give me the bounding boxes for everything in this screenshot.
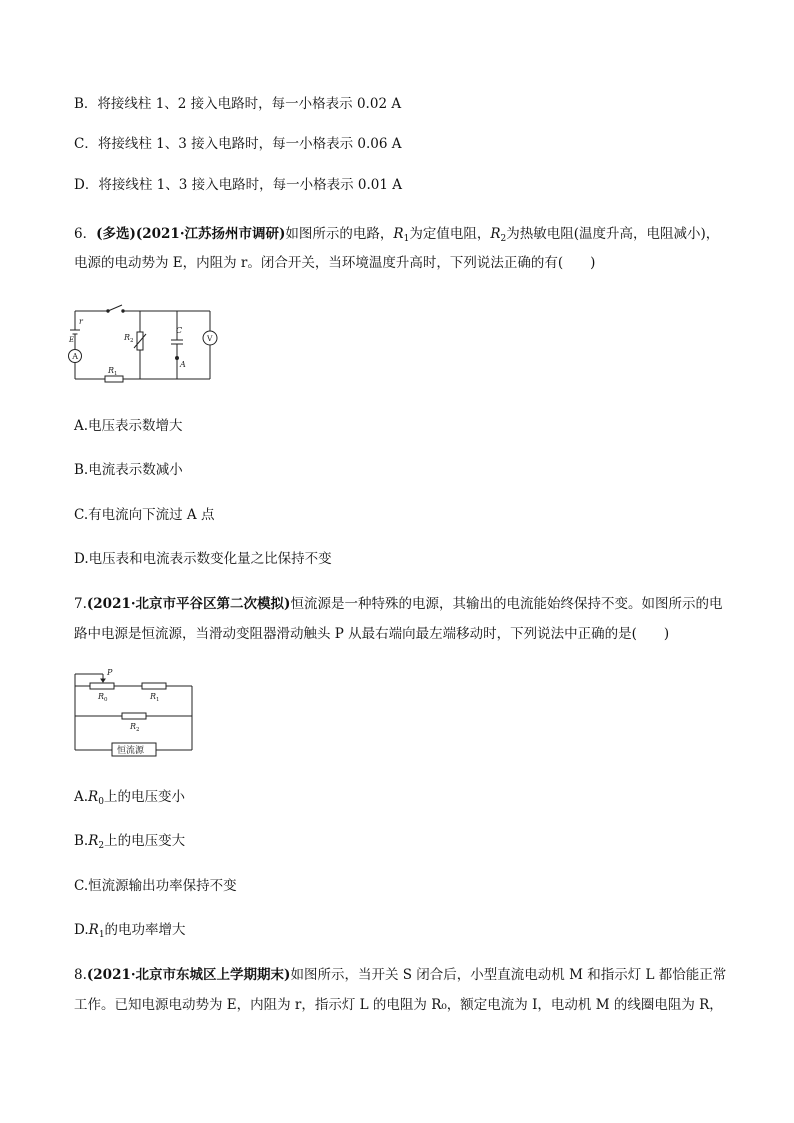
q7-stem-line1 [74,595,722,613]
q7-option-b [74,832,185,855]
q6-text-a: 如图所示的电路， [285,226,394,242]
q6-r1: R [393,226,404,242]
q6-fig-voltmeter-label: V [207,334,213,343]
q5-option-c: C．将接线柱 1、3 接入电路时，每一小格表示 0.06 A [74,136,402,152]
q8-text-a: 如图所示，当开关 S 闭合后，小型直流电动机 M 和指示灯 L 都恰能正常 [290,967,727,983]
q7-source-tag: (2021·北京市平谷区第二次模拟) [86,596,291,612]
q6-r2: R [490,226,501,242]
q7-fig-r1-label: $R_1$ [150,692,160,703]
q6-fig-r2-label: $R_2$ [124,333,134,344]
q6-stem-line1 [74,225,719,248]
q8-stem-line1 [74,966,726,984]
q6-source-tag: (多选)(2021·江苏扬州市调研) [96,226,286,242]
q7-a-sub: 0 [98,797,104,807]
q7-d-r: R [88,922,99,938]
q6-fig-r-label: r [79,317,83,326]
q8-number: 8. [74,967,87,983]
q7-stem-line2: 路中电源是恒流源，当滑动变阻器滑动触头 P 从最右端向最左端移动时，下列说法中正确的是( ) [74,626,670,642]
q7-d-sub: 1 [98,930,105,940]
q7-d-prefix: D. [74,922,89,938]
q7-a-prefix: A. [74,789,89,805]
q6-fig-ammeter-label: A [72,352,79,361]
q6-text-c: 为热敏电阻(温度升高，电阻减小)， [506,226,720,242]
q7-b-sub: 2 [98,841,105,851]
q7-fig-source-label: 恒流源 [117,746,145,756]
q7-option-c: C.恒流源输出功率保持不变 [74,878,237,894]
q6-r2-sub: 2 [500,234,507,244]
q7-option-a [74,788,185,811]
q7-d-text: 的电功率增大 [104,922,186,938]
q7-b-r: R [88,833,99,849]
q6-circuit-diagram [70,296,220,386]
q7-fig-r0-label: $R_0$ [98,692,108,703]
q5-option-b: B．将接线柱 1、2 接入电路时，每一小格表示 0.02 A [74,96,402,112]
q7-number: 7. [74,596,87,612]
q6-r1-sub: 1 [403,234,410,244]
q6-option-b: B.电流表示数减小 [74,462,183,478]
q6-option-d: D.电压表和电流表示数变化量之比保持不变 [74,551,332,567]
q6-text-b: 为定值电阻， [409,226,491,242]
q7-b-text: 上的电压变大 [104,833,186,849]
q7-b-prefix: B. [74,833,89,849]
q6-fig-e-label: E [69,336,75,344]
q5-option-d: D．将接线柱 1、3 接入电路时，每一小格表示 0.01 A [74,177,402,193]
q6-fig-a-point: A [180,360,186,369]
q6-option-a: A.电压表示数增大 [74,418,183,434]
q7-option-d [74,921,186,944]
q6-option-c: C.有电流向下流过 A 点 [74,507,215,523]
q8-stem-line2: 工作。已知电源电动势为 E，内阻为 r，指示灯 L 的电阻为 R₀，额定电流为 I，电动机 M 的线圈电阻为 R， [74,997,723,1013]
q6-stem-line2: 电源的电动势为 E，内阻为 r。闭合开关，当环境温度升高时，下列说法正确的有( ) [74,255,596,271]
q7-fig-p-label: P [107,668,113,677]
q6-fig-c-label: C [176,326,183,335]
q6-fig-r1-label: $R_1$ [108,366,118,377]
q6-number: 6． [74,226,97,242]
q7-text-a: 恒流源是一种特殊的电源，其输出的电流能始终保持不变。如图所示的电 [290,596,723,612]
q7-a-text: 上的电压变小 [103,789,185,805]
q7-fig-r2-label: $R_2$ [130,722,140,733]
q8-source-tag: (2021·北京市东城区上学期期末) [86,967,291,983]
q7-circuit-diagram [70,668,200,756]
q7-a-r: R [88,789,99,805]
